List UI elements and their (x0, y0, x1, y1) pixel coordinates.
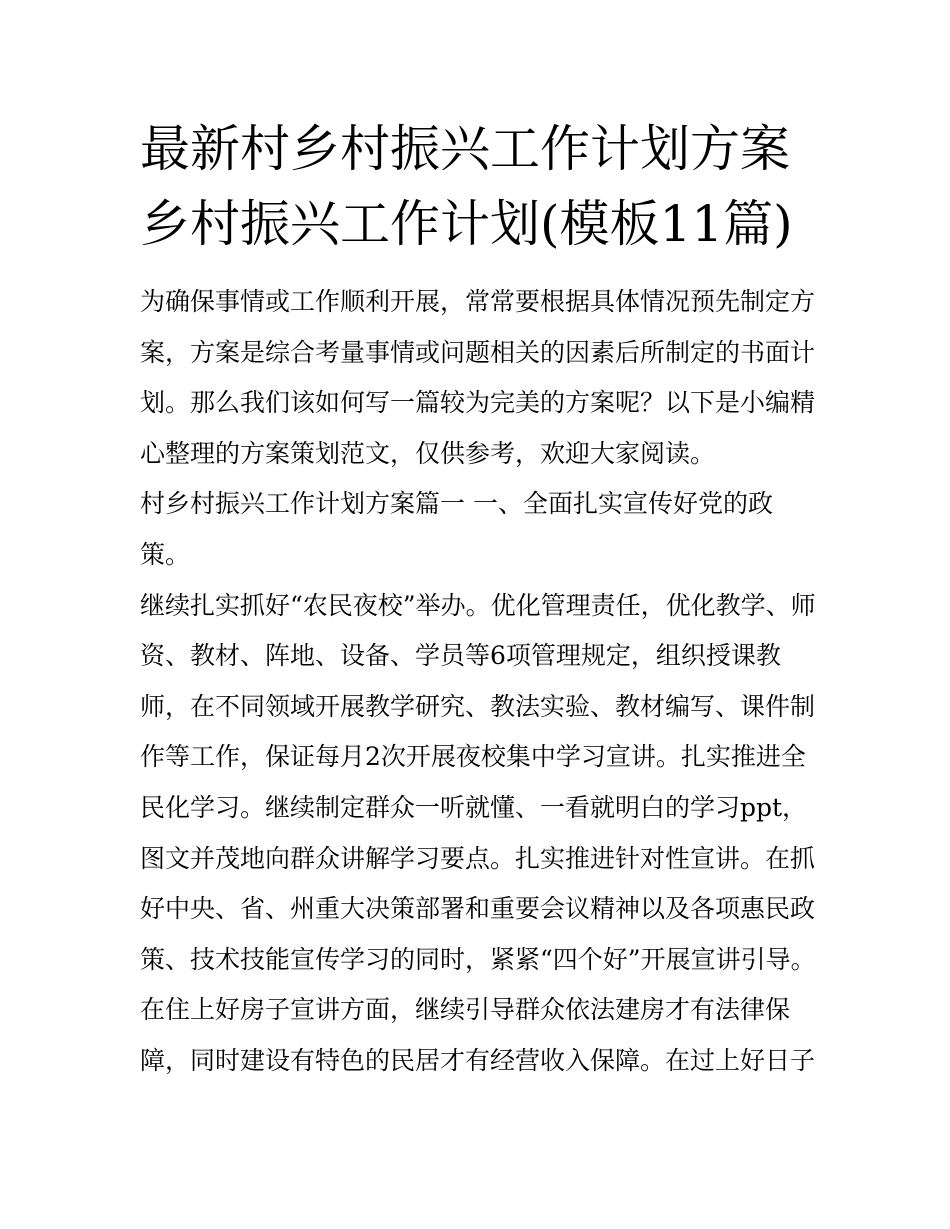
paragraph-line: 心整理的方案策划范文，仅供参考，欢迎大家阅读。 (140, 439, 716, 468)
paragraph-line: 案，方案是综合考量事情或问题相关的因素后所制定的书面计 (140, 338, 816, 367)
paragraph-line: 继续扎实抓好“农民夜校”举办。优化管理责任，优化教学、师 (140, 591, 816, 620)
paragraph-line: 为确保事情或工作顺利开展，常常要根据具体情况预先制定方 (140, 287, 816, 316)
section-heading-line: 村乡村振兴工作计划方案篇一 一、全面扎实宣传好党的政 (140, 489, 773, 518)
paragraph-line: 作等工作，保证每月2次开展夜校集中学习宣讲。扎实推进全 (140, 742, 806, 771)
paragraph-line: 障，同时建设有特色的民居才有经营收入保障。在过上好日子 (140, 1046, 816, 1075)
paragraph-line: 划。那么我们该如何写一篇较为完美的方案呢？以下是小编精 (140, 388, 816, 417)
document-title-line-1: 最新村乡村振兴工作计划方案 (140, 120, 790, 178)
paragraph-line: 策、技术技能宣传学习的同时，紧紧“四个好”开展宣讲引导。 (140, 945, 816, 974)
section-heading-line: 策。 (140, 540, 191, 569)
paragraph-line: 在住上好房子宣讲方面，继续引导群众依法建房才有法律保 (140, 995, 791, 1024)
document-title-line-2: 乡村振兴工作计划(模板11篇) (140, 195, 793, 253)
paragraph-line: 图文并茂地向群众讲解学习要点。扎实推进针对性宣讲。在抓 (140, 844, 816, 873)
paragraph-line: 资、教材、阵地、设备、学员等6项管理规定，组织授课教 (140, 641, 781, 670)
paragraph-line: 好中央、省、州重大决策部署和重要会议精神以及各项惠民政 (140, 894, 816, 923)
paragraph-line: 师，在不同领域开展教学研究、教法实验、教材编写、课件制 (140, 692, 816, 721)
paragraph-line: 民化学习。继续制定群众一听就懂、一看就明白的学习ppt， (140, 793, 808, 822)
